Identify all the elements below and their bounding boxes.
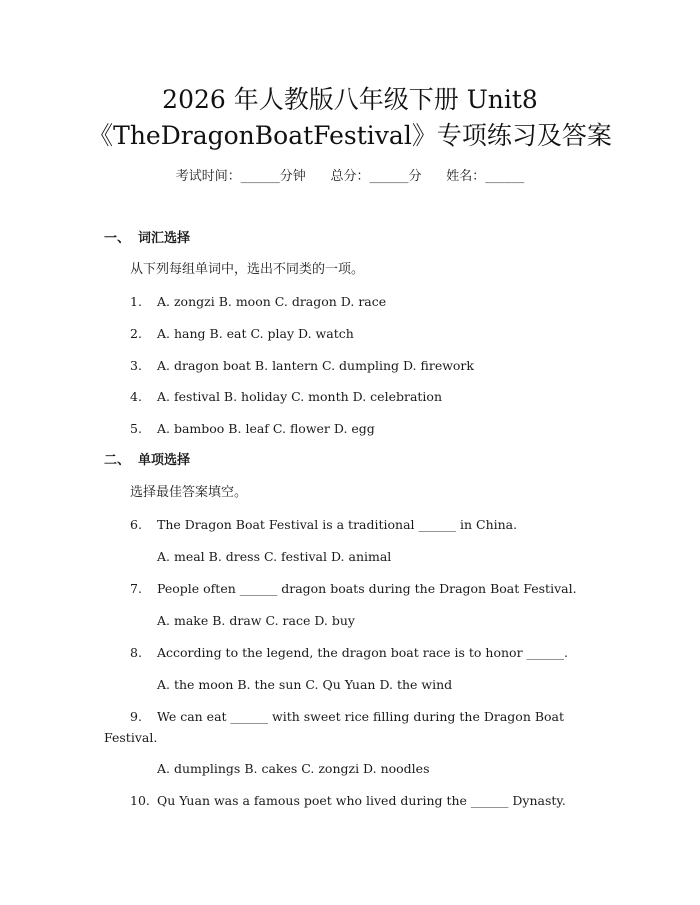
section-number: 二、 [104, 453, 131, 468]
question-item [130, 419, 375, 439]
question-text: A. festival B. holiday C. month D. celebration [157, 389, 442, 404]
question-text: According to the legend, the dragon boat race is to honor ______. [157, 645, 568, 660]
question-options: A. make B. draw C. race D. buy [157, 613, 355, 628]
question-text: A. bamboo B. leaf C. flower D. egg [157, 421, 375, 436]
question-item [130, 356, 474, 376]
question-number: 9. [130, 709, 142, 724]
question-item [130, 324, 354, 344]
section-title: 单项选择 [138, 453, 191, 468]
question-text: The Dragon Boat Festival is a traditional ______ in China. [157, 517, 518, 532]
question-options: A. meal B. dress C. festival D. animal [157, 549, 392, 564]
section-heading-single-choice [104, 451, 190, 471]
section-heading-vocabulary [104, 229, 190, 249]
page-title-line1: 2026 年人教版八年级下册 Unit8 [162, 85, 538, 114]
question-number: 10. [130, 793, 150, 808]
question-item [130, 643, 568, 663]
question-text: A. dragon boat B. lantern C. dumpling D. firework [157, 358, 474, 373]
question-number: 7. [130, 581, 142, 596]
section-instruction: 选择最佳答案填空。 [130, 485, 248, 500]
question-number: 3. [130, 358, 142, 373]
question-item [130, 387, 442, 407]
question-item [130, 707, 564, 727]
section-instruction: 从下列每组单词中，选出不同类的一项。 [130, 262, 365, 277]
question-options: A. dumplings B. cakes C. zongzi D. noodles [157, 761, 430, 776]
question-number: 5. [130, 421, 142, 436]
question-item [130, 791, 566, 811]
question-text-line2: Festival. [104, 730, 158, 745]
question-item [130, 579, 577, 599]
question-number: 4. [130, 389, 142, 404]
question-text: Qu Yuan was a famous poet who lived during the ______ Dynasty. [157, 793, 566, 808]
question-number: 8. [130, 645, 142, 660]
question-text: A. zongzi B. moon C. dragon D. race [157, 294, 387, 309]
exam-info-line: 考试时间：______分钟 总分：______分 姓名：______ [175, 169, 525, 184]
section-title: 词汇选择 [138, 231, 191, 246]
question-text: A. hang B. eat C. play D. watch [157, 326, 354, 341]
question-item [130, 292, 386, 312]
question-options: A. the moon B. the sun C. Qu Yuan D. the wind [157, 677, 453, 692]
question-number: 2. [130, 326, 142, 341]
section-number: 一、 [104, 231, 131, 246]
question-text: People often ______ dragon boats during the Dragon Boat Festival. [157, 581, 577, 596]
question-text-line1: We can eat ______ with sweet rice filling during the Dragon Boat [157, 709, 565, 724]
question-item [130, 515, 517, 535]
page-title-line2: 《TheDragonBoatFestival》专项练习及答案 [88, 121, 612, 150]
question-number: 1. [130, 294, 142, 309]
question-number: 6. [130, 517, 142, 532]
